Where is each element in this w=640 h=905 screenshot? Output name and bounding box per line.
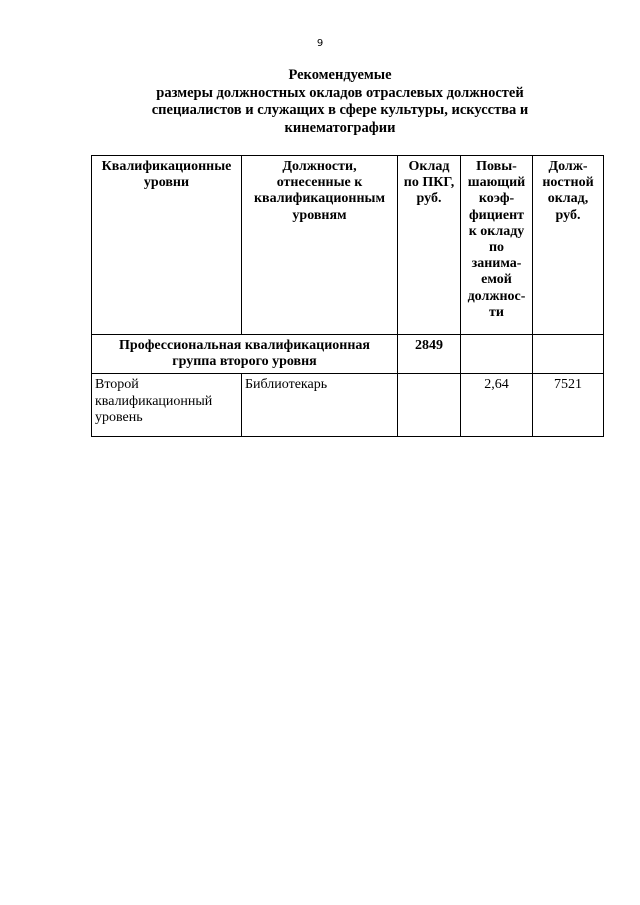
title-line-4: кинематографии	[284, 119, 396, 136]
group-salary-empty	[533, 335, 604, 374]
group-pkg-salary: 2849	[398, 335, 461, 374]
document-title	[120, 67, 560, 137]
row-position: Библиотекарь	[242, 374, 398, 437]
group-row	[92, 335, 604, 374]
title-line-3: специалистов и служащих в сфере культуры, искусства и	[151, 102, 529, 118]
header-coefficient: Повы-шающий коэф-фициент к окладу по занима-емой должнос-ти	[461, 156, 533, 335]
table-row	[92, 374, 604, 437]
row-coefficient: 2,64	[461, 374, 533, 437]
row-level: Второй квалификационный уровень	[92, 374, 242, 437]
page-number: 9	[316, 38, 324, 49]
header-position-salary: Долж-ностной оклад, руб.	[533, 156, 604, 335]
header-positions: Должности, отнесенные к квалификационным уровням	[242, 156, 398, 335]
group-coefficient-empty	[461, 335, 533, 374]
group-title: Профессиональная квалификационная группа второго уровня	[92, 335, 398, 374]
row-pkg-salary	[398, 374, 461, 437]
title-line-2: размеры должностных окладов отраслевых должностей	[156, 84, 524, 101]
row-salary: 7521	[533, 374, 604, 437]
header-qualification-levels: Квалификационные уровни	[92, 156, 242, 335]
salary-table	[91, 155, 604, 437]
title-line-1: Рекомендуемые	[288, 67, 392, 83]
table-header-row	[92, 156, 604, 335]
header-pkg-salary: Оклад по ПКГ, руб.	[398, 156, 461, 335]
